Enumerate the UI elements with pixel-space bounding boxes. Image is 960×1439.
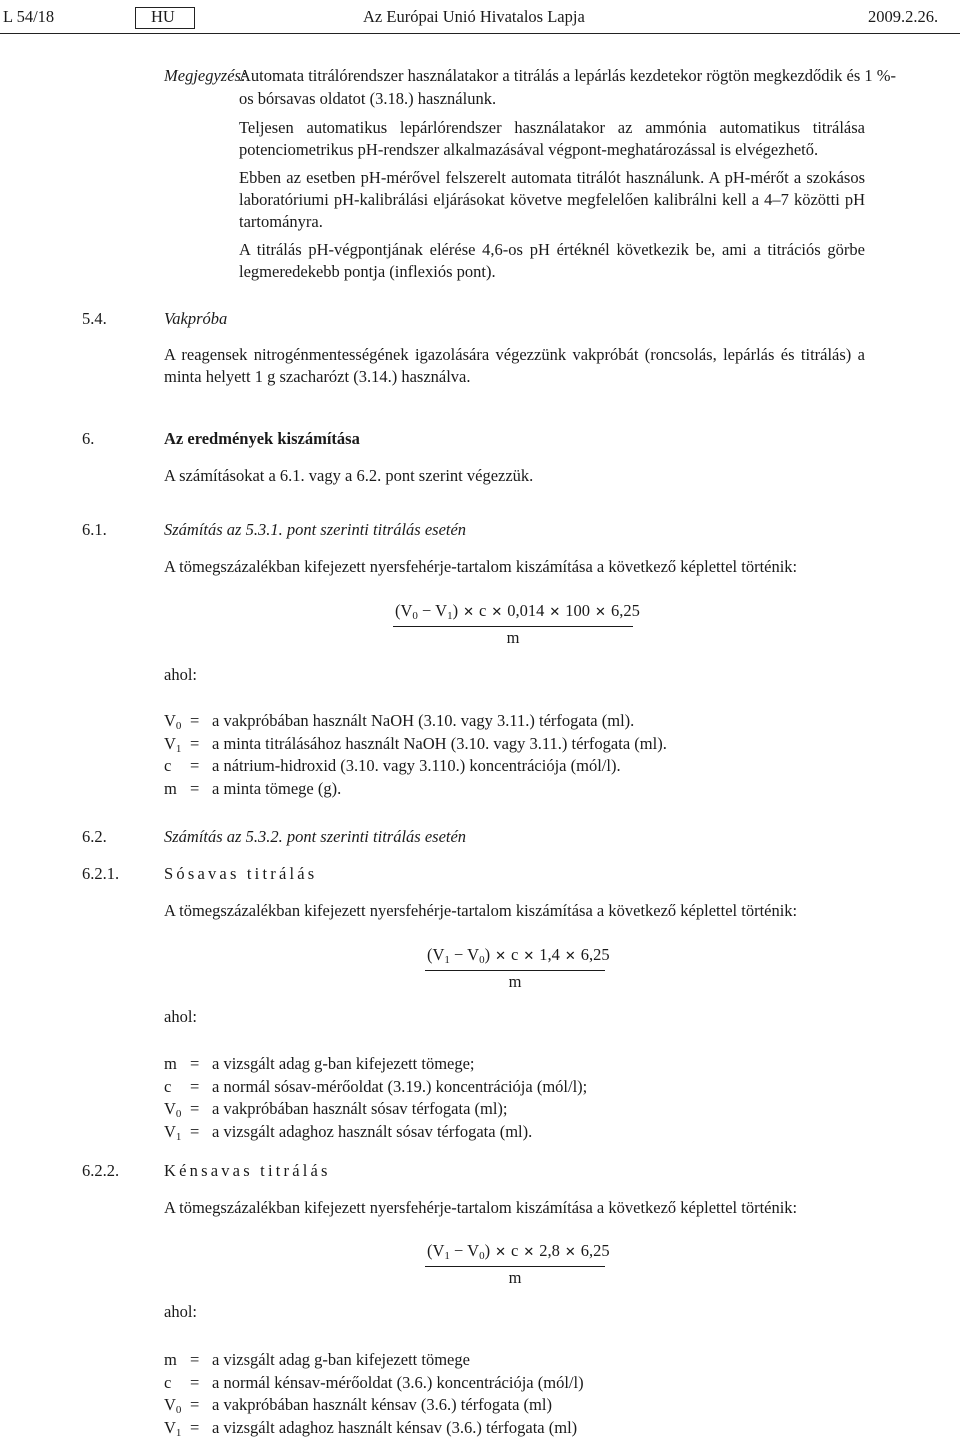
language-code: HU [151,6,175,28]
note-paragraph-2: Teljesen automatikus lepárlórendszer használatakor az ammónia automatikus titrálása potenciometrikus pH-rendszer alkalmazásával végpont-meghatározással is elvégezhető. [239,117,865,161]
formula-6-2-2-denominator: m [425,1267,605,1289]
definition-row: $V_0 = a$ vakpróbában használt sósav térfogata (ml); [164,1098,587,1121]
note-paragraph-1-line-2: os bórsavas oldatot (3.18.) használunk. [239,88,496,110]
definition-row: $V_1 = a$ minta titrálásához használt NaOH (3.10. vagy 3.11.) térfogata (ml). [164,733,667,756]
section-6-1-where: ahol: [164,664,197,686]
section-6-2-1-where: ahol: [164,1006,197,1028]
publication-date: 2009.2.26. [868,6,938,28]
definition-row: m = a minta tömege (g). [164,778,667,801]
formula-6-1 [393,600,633,649]
definition-row: $V_1 = a$ vizsgált adaghoz használt sósav térfogata (ml). [164,1121,587,1144]
note-paragraph-1-line-1: Automata titrálórendszer használatakor a titrálás a lepárlás kezdetekor rögtön megkezdődik és 1 %- [239,65,896,87]
section-6-text: A számításokat a 6.1. vagy a 6.2. pont szerint végezzük. [164,465,533,487]
section-6-1-definitions [164,710,667,800]
section-6-2-1-intro: A tömegszázalékban kifejezett nyersfehérje-tartalom kiszámítása a következő képlettel történik: [164,900,797,922]
definition-row: $V_0 = a$ vakpróbában használt kénsav (3.6.) térfogata (ml) [164,1394,584,1417]
definition-row: c = a normál sósav-mérőoldat (3.19.) koncentrációja (mól/l); [164,1076,587,1099]
section-5-4-number: 5.4. [82,308,107,330]
formula-6-2-1-numerator: $(V_1 - V_0)$ ✕ c ✕ 1,4 ✕ 6,25 [425,944,605,968]
page-reference: L 54/18 [3,6,54,28]
note-paragraph-4: A titrálás pH-végpontjának elérése 4,6-os pH értéknél következik be, ami a titrációs görbe legmeredekebb pontja (inflexiós pont). [239,239,865,283]
section-6-2-2-number: 6.2.2. [82,1160,119,1182]
section-6-2-1-title: Sósavas titrálás [164,863,317,885]
definition-row: $V_1 = a$ vizsgált adaghoz használt kénsav (3.6.) térfogata (ml) [164,1417,584,1439]
section-6-1-title: Számítás az 5.3.1. pont szerinti titrálás esetén [164,519,466,541]
definition-row: $V_0 = a$ vakpróbában használt NaOH (3.10. vagy 3.11.) térfogata (ml). [164,710,667,733]
section-6-2-1-number: 6.2.1. [82,863,119,885]
definition-row: m = a vizsgált adag g-ban kifejezett tömege; [164,1053,587,1076]
formula-6-1-numerator: $(V_0 - V_1)$ ✕ c ✕ 0,014 ✕ 100 ✕ 6,25 [393,600,633,624]
formula-6-2-1 [425,944,605,993]
section-6-1-number: 6.1. [82,519,107,541]
section-6-number: 6. [82,428,94,450]
section-6-2-2-title: Kénsavas titrálás [164,1160,331,1182]
page-header [0,4,960,26]
journal-title: Az Európai Unió Hivatalos Lapja [363,6,585,28]
section-6-2-1-definitions [164,1053,587,1143]
definition-row: m = a vizsgált adag g-ban kifejezett tömege [164,1349,584,1372]
section-6-2-2-where: ahol: [164,1301,197,1323]
section-6-1-intro: A tömegszázalékban kifejezett nyersfehérje-tartalom kiszámítása a következő képlettel történik: [164,556,797,578]
note-label: Megjegyzés: [164,65,246,87]
header-rule [0,33,960,34]
section-5-4-title: Vakpróba [164,308,227,330]
formula-6-2-2-numerator: $(V_1 - V_0)$ ✕ c ✕ 2,8 ✕ 6,25 [425,1240,605,1264]
section-6-2-2-definitions [164,1349,584,1439]
section-6-2-number: 6.2. [82,826,107,848]
section-6-2-2-intro: A tömegszázalékban kifejezett nyersfehérje-tartalom kiszámítása a következő képlettel történik: [164,1197,797,1219]
section-6-2-title: Számítás az 5.3.2. pont szerinti titrálás esetén [164,826,466,848]
note-paragraph-3: Ebben az esetben pH-mérővel felszerelt automata titrálót használunk. A pH-mérőt a szokásos laboratóriumi pH-kalibrálási eljárásokat követve megfelelően kalibrálni kell a 4–7 közötti pH tartományra. [239,167,865,233]
formula-6-2-1-denominator: m [425,971,605,993]
section-6-title: Az eredmények kiszámítása [164,428,360,450]
definition-row: c = a normál kénsav-mérőoldat (3.6.) koncentrációja (mól/l) [164,1372,584,1395]
section-5-4-text: A reagensek nitrogénmentességének igazolására végezzünk vakpróbát (roncsolás, lepárlás és titrálás) a minta helyett 1 g szacharózt (3.14.) használva. [164,344,865,388]
formula-6-1-denominator: m [393,627,633,649]
definition-row: c = a nátrium-hidroxid (3.10. vagy 3.110.) koncentrációja (mól/l). [164,755,667,778]
formula-6-2-2 [425,1240,605,1289]
